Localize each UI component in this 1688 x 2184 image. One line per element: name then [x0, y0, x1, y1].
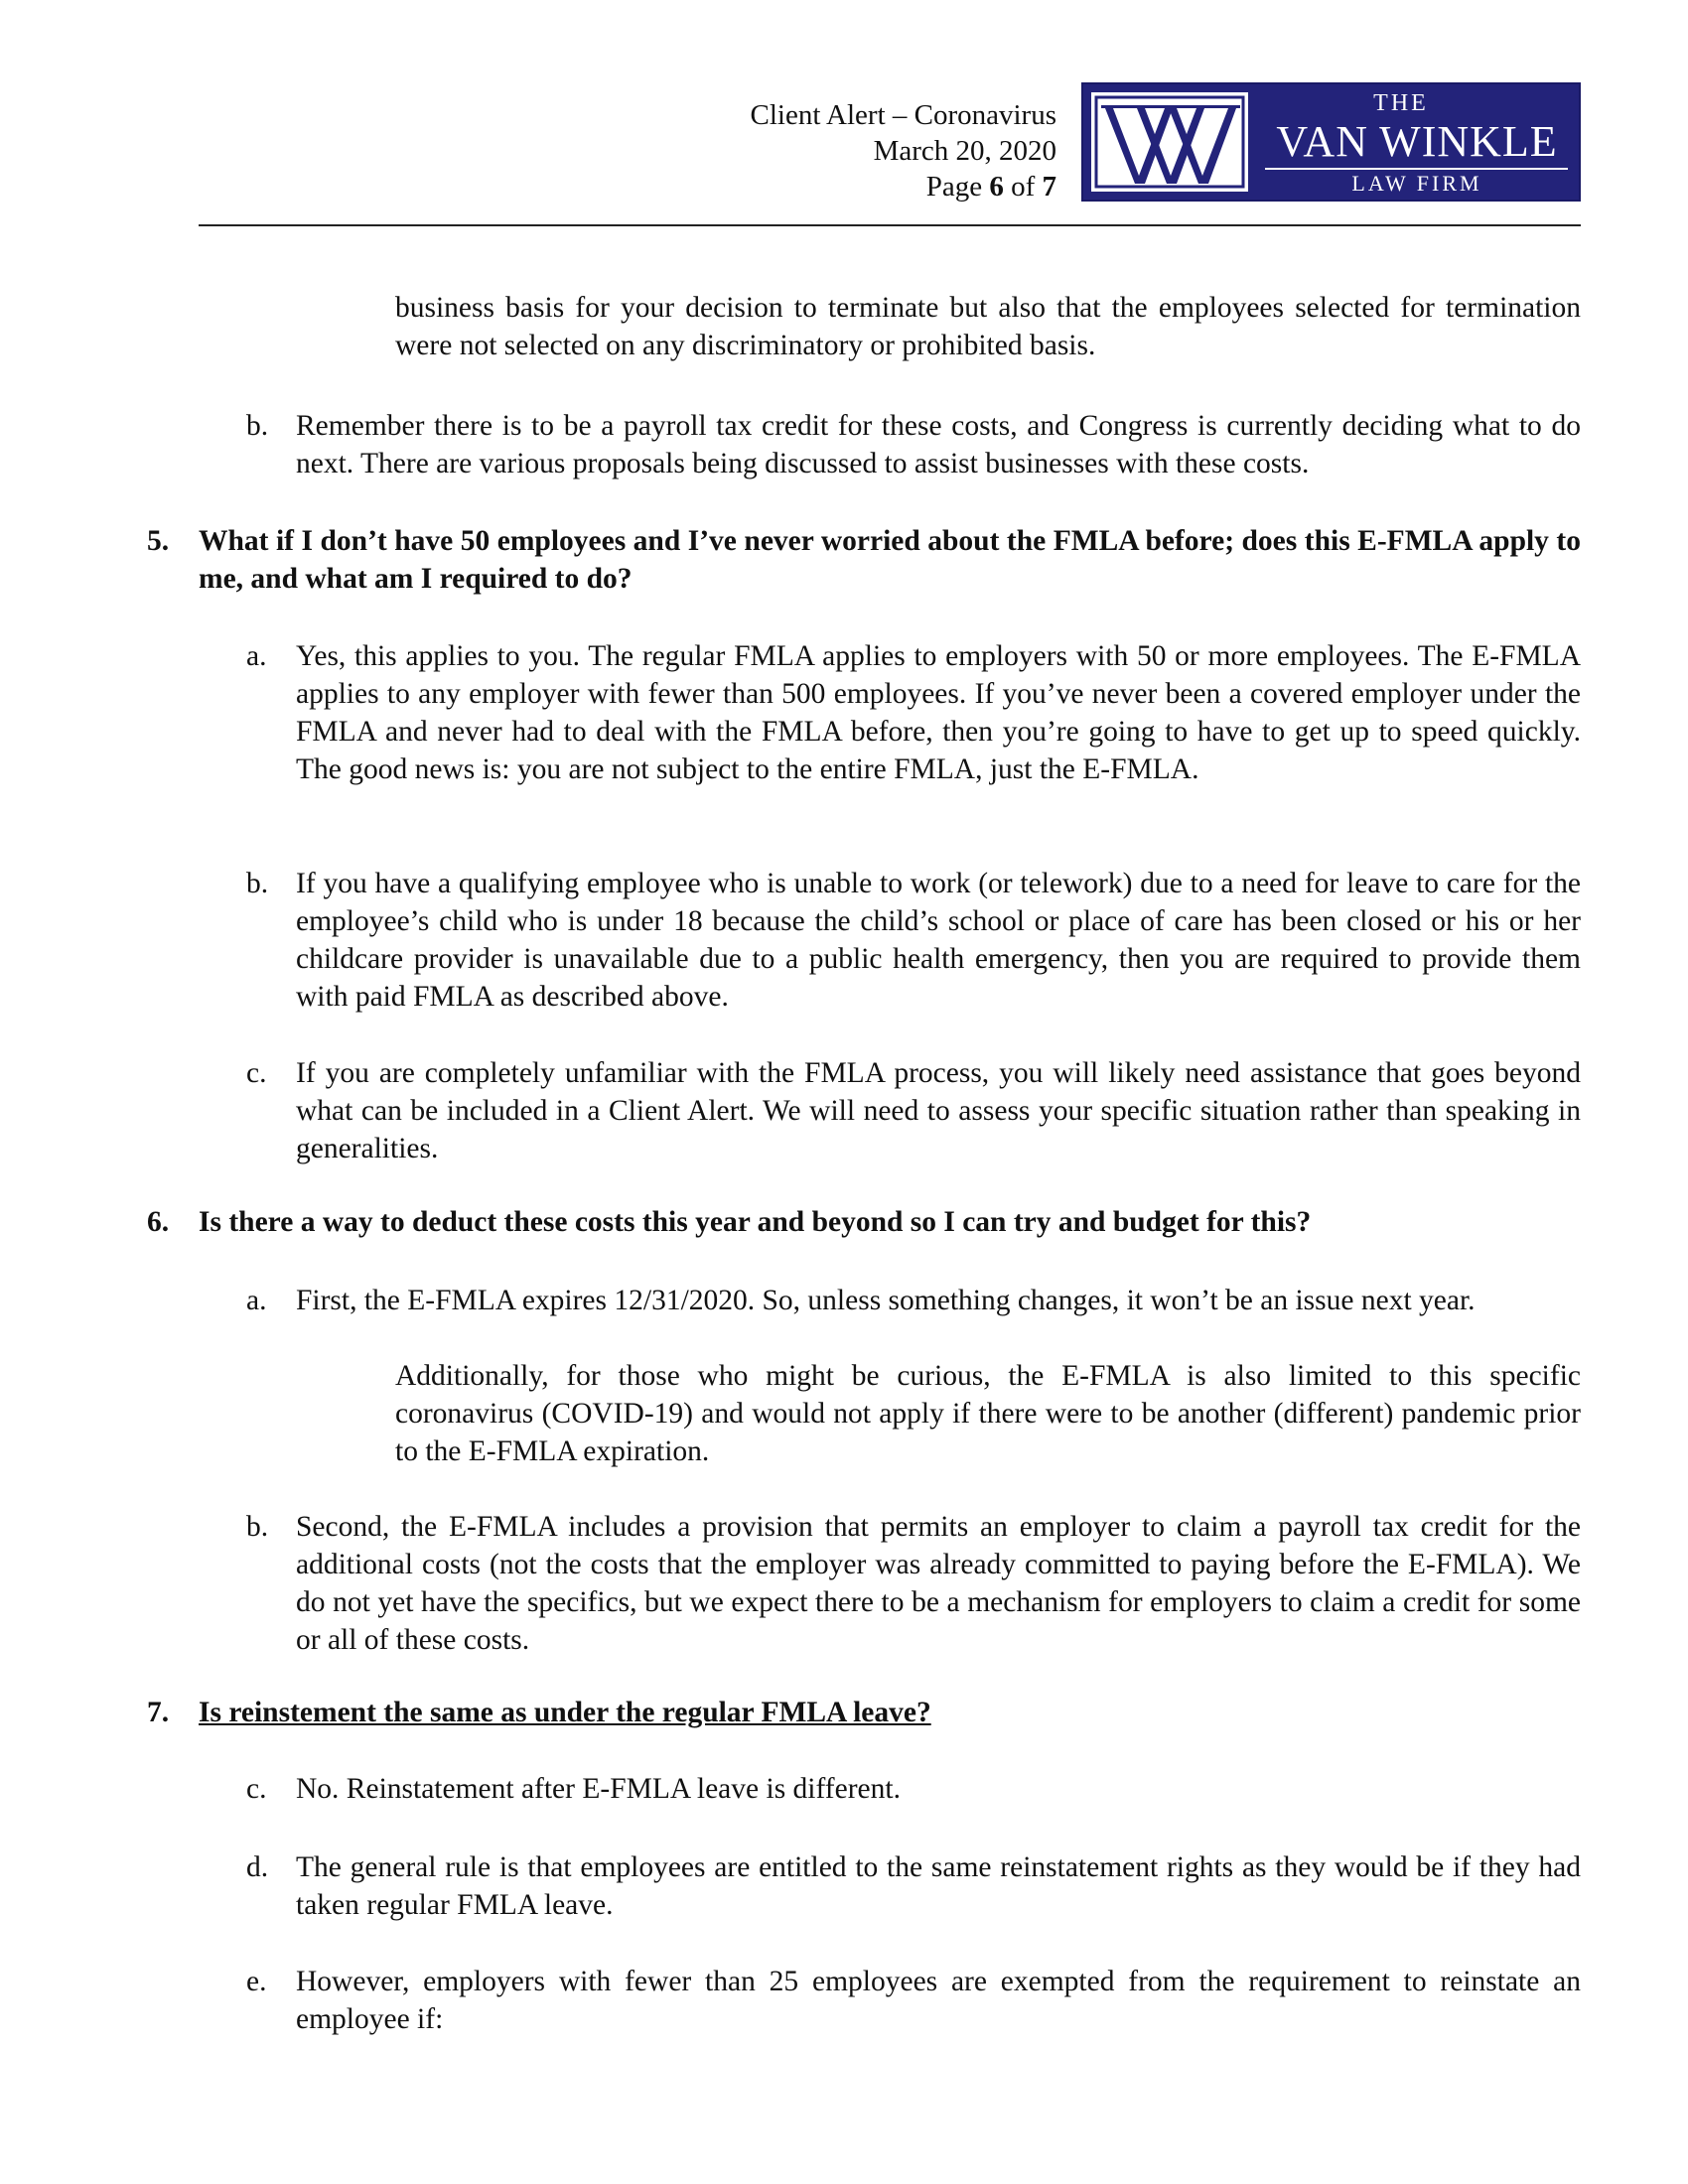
question-heading: Is reinstement the same as under the regular FMLA leave?	[199, 1697, 931, 1728]
question-heading: What if I don’t have 50 employees and I’ve never worried about the FMLA before; does this E-FMLA apply to me, and what am I required to do?	[199, 525, 1581, 595]
logo-the: THE	[1373, 90, 1429, 116]
logo-name: VAN WINKLE	[1276, 117, 1558, 166]
indented-paragraph: Additionally, for those who might be curious, the E-FMLA is also limited to this specific coronavirus (COVID-19) and would not apply if there were to be another (different) pandemic prior to the E-FMLA expiration.	[395, 1360, 1581, 1467]
question-number: 6.	[147, 1206, 170, 1238]
page-number	[540, 169, 1056, 205]
list-marker: a.	[246, 1285, 267, 1316]
header-title: Client Alert – Coronavirus	[750, 99, 1056, 131]
list-item-text: First, the E-FMLA expires 12/31/2020. So, unless something changes, it won’t be an issue next year.	[296, 1285, 1476, 1316]
header-date: March 20, 2020	[873, 135, 1056, 167]
list-item-text: Second, the E-FMLA includes a provision that permits an employer to claim a payroll tax credit for the additional costs (not the costs that the employer was already committed to paying before the E-FMLA). We do not yet have the specifics, but we expect there to be a mechanism for employers to claim a credit for some or all of these costs.	[296, 1511, 1581, 1656]
list-marker: c.	[246, 1773, 267, 1805]
list-item-text: The general rule is that employees are entitled to the same reinstatement rights as they would be if they had taken regular FMLA leave.	[296, 1851, 1581, 1921]
list-item-text: Remember there is to be a payroll tax credit for these costs, and Congress is currently deciding what to do next. There are various proposals being discussed to assist businesses with these costs.	[296, 410, 1581, 479]
list-item-text: However, employers with fewer than 25 employees are exempted from the requirement to reinstate an employee if:	[296, 1966, 1581, 2035]
continued-paragraph: business basis for your decision to terminate but also that the employees selected for termination were not selected on any discriminatory or prohibited basis.	[395, 292, 1581, 361]
question-number: 7.	[147, 1697, 170, 1728]
list-item-text: If you are completely unfamiliar with the FMLA process, you will likely need assistance that goes beyond what can be included in a Client Alert. We will need to assess your specific situation rather than speaking in generalities.	[296, 1057, 1581, 1164]
list-marker: c.	[246, 1057, 267, 1089]
header-block	[540, 97, 1056, 205]
page-total: 7	[1042, 171, 1056, 203]
list-marker: b.	[246, 1511, 269, 1543]
list-marker: a.	[246, 640, 267, 672]
vw-monogram-icon	[1091, 92, 1248, 192]
list-marker: e.	[246, 1966, 267, 1997]
list-item-text: Yes, this applies to you. The regular FMLA applies to employers with 50 or more employees. The E-FMLA applies to any employer with fewer than 500 employees. If you’ve never been a covered employer under the FMLA and never had to deal with the FMLA before, then you’re going to have to get up to speed quickly. The good news is: you are not subject to the entire FMLA, just the E-FMLA.	[296, 640, 1581, 785]
list-marker: b.	[246, 868, 269, 899]
list-item-text: If you have a qualifying employee who is unable to work (or telework) due to a need for leave to care for the employee’s child who is under 18 because the child’s school or place of care has been closed or his or her childcare provider is unavailable due to a public health emergency, then you are required to provide them with paid FMLA as described above.	[296, 868, 1581, 1013]
logo-divider	[1265, 168, 1568, 170]
page-of: of	[1003, 171, 1043, 203]
question-heading: Is there a way to deduct these costs this year and beyond so I can try and budget for this?	[199, 1206, 1312, 1238]
list-marker: b.	[246, 410, 269, 442]
question-number: 5.	[147, 525, 170, 557]
list-marker: d.	[246, 1851, 269, 1883]
page-current: 6	[989, 171, 1004, 203]
logo-firm: LAW FIRM	[1351, 171, 1482, 196]
list-item-text: No. Reinstatement after E-FMLA leave is different.	[296, 1773, 901, 1805]
page-prefix: Page	[925, 171, 990, 203]
header-divider	[199, 224, 1581, 226]
firm-logo	[1081, 82, 1581, 202]
